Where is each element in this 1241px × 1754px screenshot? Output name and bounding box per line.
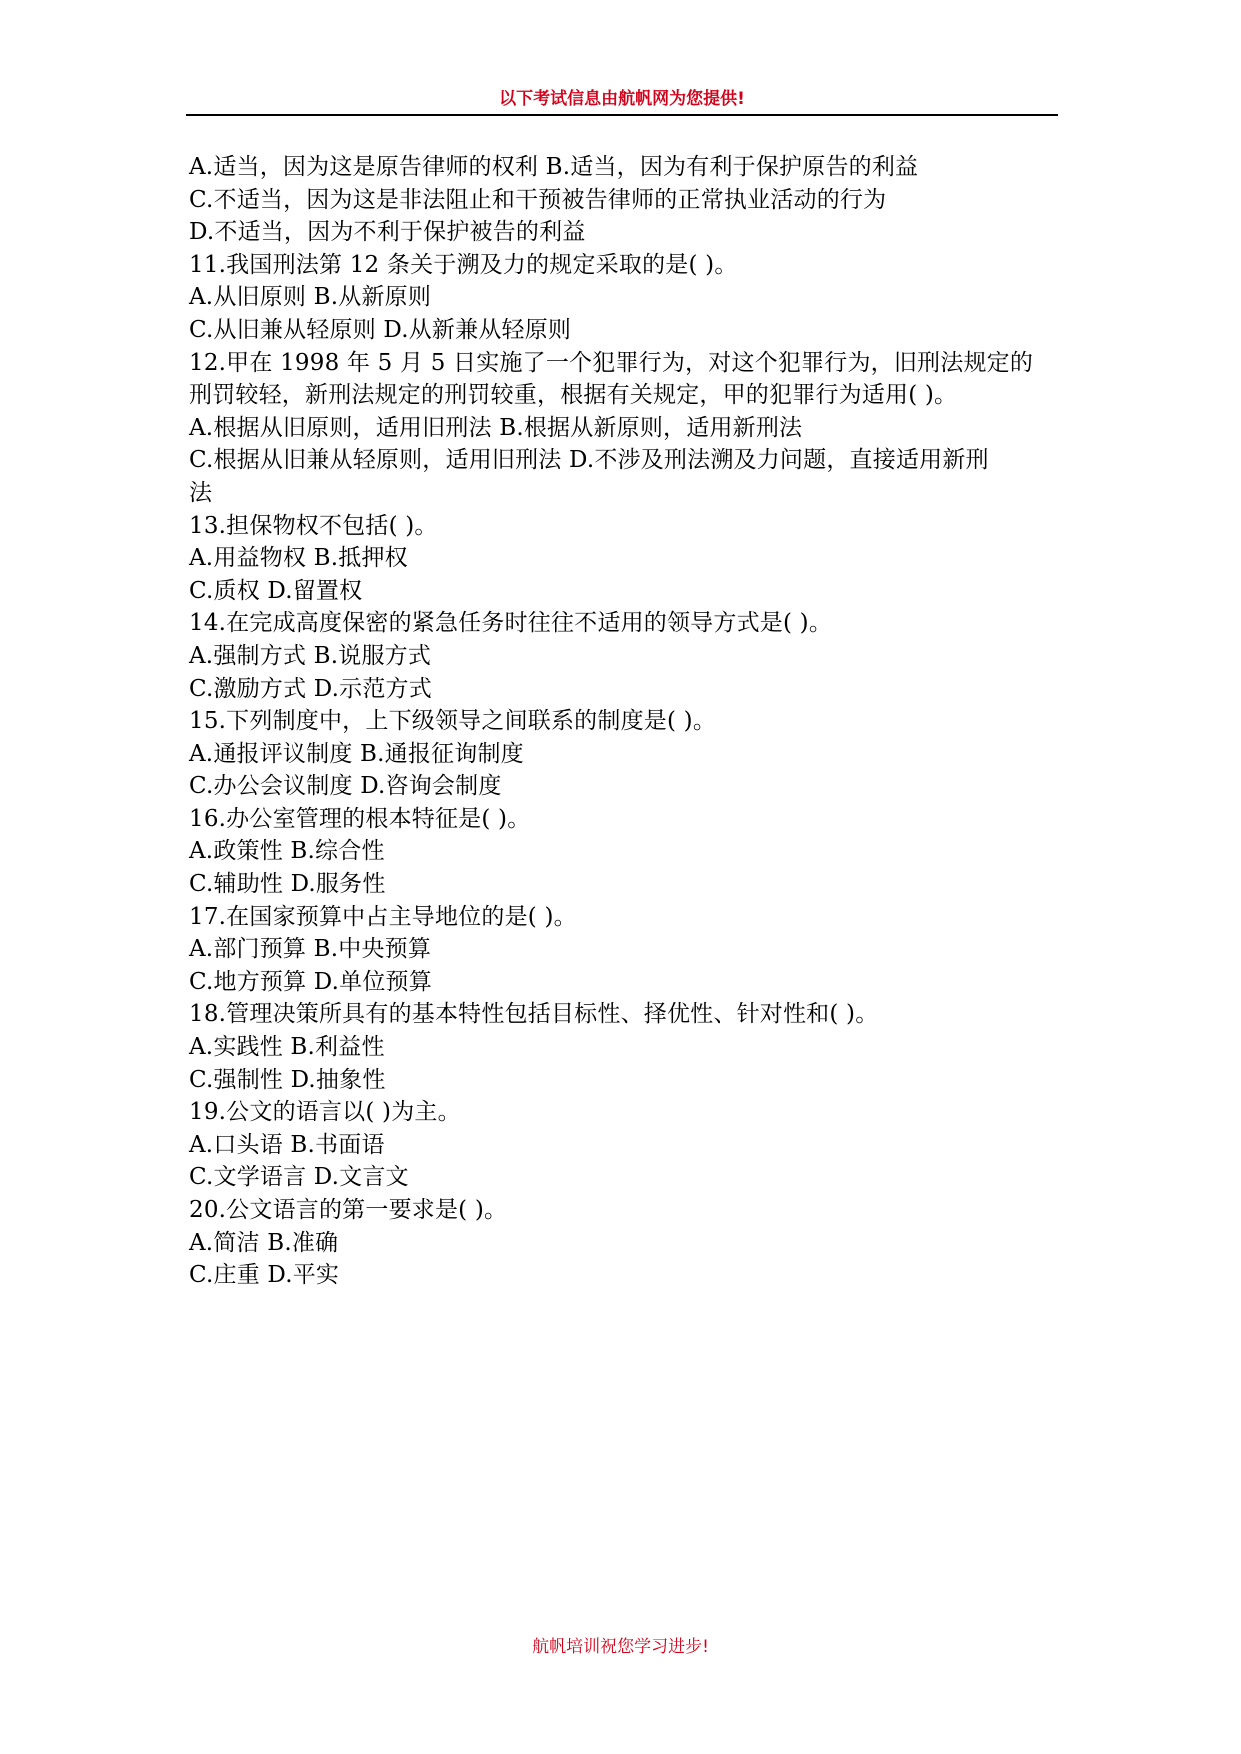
text-line: C.文学语言 D.文言文	[189, 1164, 409, 1191]
text-line: 14.在完成高度保密的紧急任务时往往不适用的领导方式是( )。	[189, 610, 833, 637]
text-line: 13.担保物权不包括( )。	[189, 512, 438, 539]
text-line: C.质权 D.留置权	[189, 577, 363, 604]
text-line: A.口头语 B.书面语	[189, 1131, 385, 1158]
text-line: A.部门预算 B.中央预算	[189, 936, 432, 963]
text-line: C.从旧兼从轻原则 D.从新兼从轻原则	[189, 316, 572, 343]
text-line: 20.公文语言的第一要求是( )。	[189, 1197, 508, 1223]
text-line: 法	[189, 479, 213, 506]
text-line: 刑罚较轻，新刑法规定的刑罚较重，根据有关规定，甲的犯罪行为适用( )。	[189, 382, 958, 409]
text-line: 16.办公室管理的根本特征是( )。	[189, 805, 531, 832]
text-line: C.辅助性 D.服务性	[189, 871, 386, 898]
text-line: C.庄重 D.平实	[189, 1262, 340, 1289]
text-line: 11.我国刑法第 12 条关于溯及力的规定采取的是( )。	[189, 251, 738, 278]
page-header-text: 以下考试信息由航帆网为您提供!	[499, 89, 745, 109]
text-line: A.简洁 B.准确	[189, 1229, 339, 1256]
text-line: A.实践性 B.利益性	[189, 1034, 385, 1061]
text-line: C.强制性 D.抽象性	[189, 1066, 386, 1093]
text-line: C.不适当，因为这是非法阻止和干预被告律师的正常执业活动的行为	[189, 186, 887, 213]
text-line: 15.下列制度中，上下级领导之间联系的制度是( )。	[189, 708, 717, 735]
text-line: 19.公文的语言以( )为主。	[189, 1099, 461, 1126]
text-line: A.适当，因为这是原告律师的权利 B.适当，因为有利于保护原告的利益	[189, 154, 919, 180]
text-line: C.激励方式 D.示范方式	[189, 675, 432, 702]
text-line: A.政策性 B.综合性	[189, 838, 385, 865]
text-line: A.通报评议制度 B.通报征询制度	[189, 740, 524, 767]
text-line: C.办公会议制度 D.咨询会制度	[189, 773, 502, 800]
text-line: A.用益物权 B.抵押权	[189, 545, 408, 572]
header-divider	[186, 114, 1058, 116]
text-line: 18.管理决策所具有的基本特性包括目标性、择优性、针对性和( )。	[189, 1001, 879, 1028]
document-body	[189, 151, 1055, 1292]
text-line: D.不适当，因为不利于保护被告的利益	[189, 219, 586, 246]
page-footer-text: 航帆培训祝您学习进步!	[532, 1637, 709, 1657]
text-line: C.根据从旧兼从轻原则，适用旧刑法 D.不涉及刑法溯及力问题，直接适用新刑	[189, 447, 989, 474]
text-line: A.从旧原则 B.从新原则	[189, 284, 432, 311]
text-line: A.根据从旧原则，适用旧刑法 B.根据从新原则，适用新刑法	[189, 414, 803, 441]
text-line: 12.甲在 1998 年 5 月 5 日实施了一个犯罪行为，对这个犯罪行为，旧刑法规定的	[189, 349, 1034, 376]
text-line: C.地方预算 D.单位预算	[189, 968, 432, 995]
text-line: 17.在国家预算中占主导地位的是( )。	[189, 903, 577, 930]
text-line: A.强制方式 B.说服方式	[189, 642, 432, 669]
